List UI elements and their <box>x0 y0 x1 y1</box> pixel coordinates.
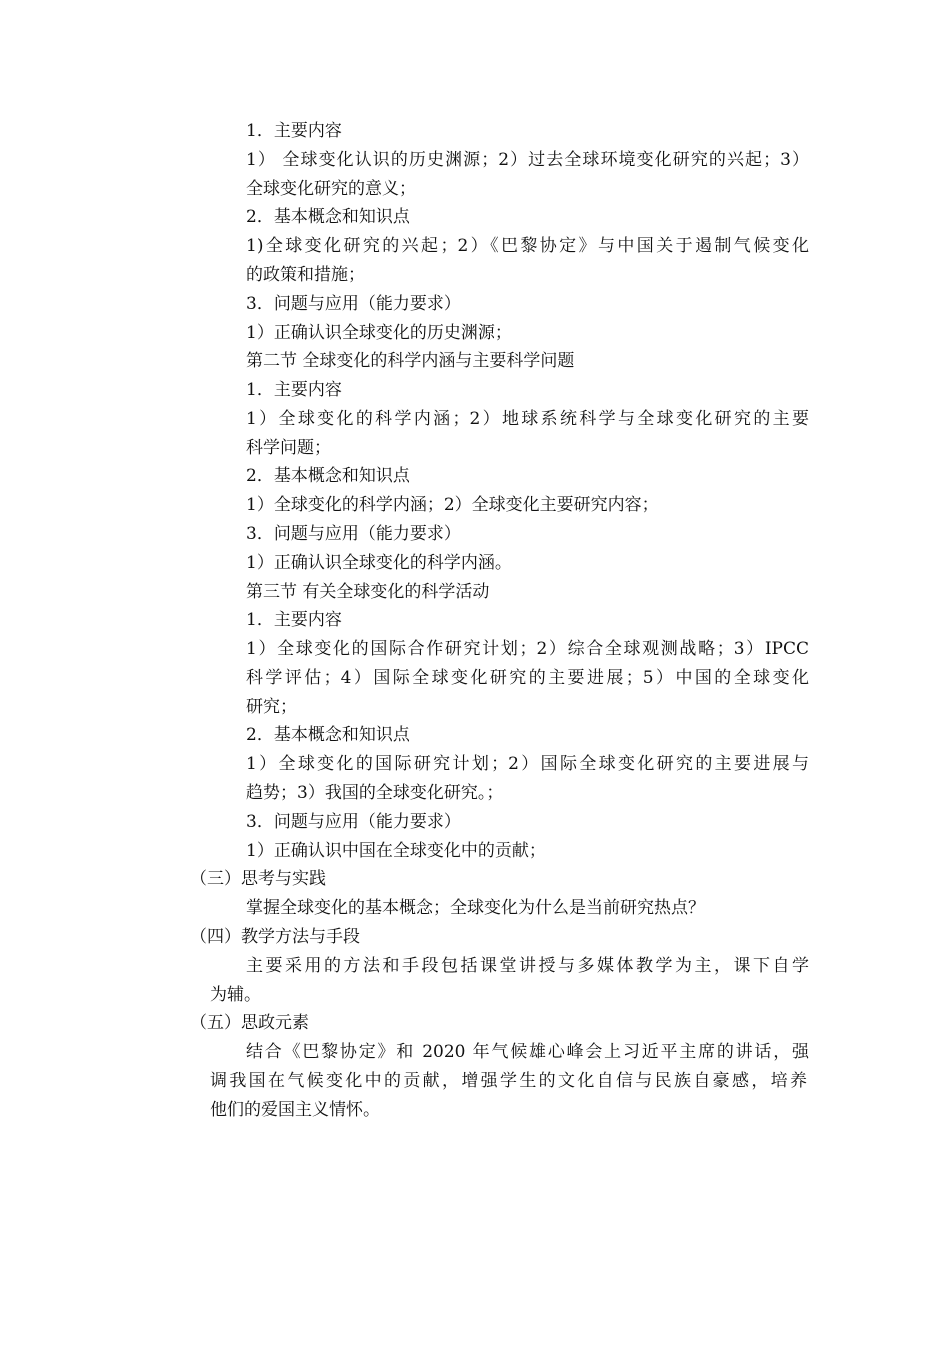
text-line: 1）全球变化的国际研究计划；2）国际全球变化研究的主要进展与 <box>246 754 809 774</box>
text-line: 3．问题与应用（能力要求） <box>246 294 461 314</box>
text-line: 趋势；3）我国的全球变化研究。； <box>246 783 504 803</box>
text-line: 1）正确认识全球变化的科学内涵。 <box>246 553 512 573</box>
text-line: 他们的爱国主义情怀。 <box>210 1100 380 1120</box>
text-line: 主要采用的方法和手段包括课堂讲授与多媒体教学为主，课下自学 <box>246 956 809 976</box>
text-line: 3．问题与应用（能力要求） <box>246 524 461 544</box>
text-line: 1)全球变化研究的兴起；2）《巴黎协定》与中国关于遏制气候变化 <box>246 236 809 256</box>
section-heading: （五）思政元素 <box>190 1013 309 1033</box>
section-heading: 第二节 全球变化的科学内涵与主要科学问题 <box>246 351 575 371</box>
text-line: 科学评估；4）国际全球变化研究的主要进展；5）中国的全球变化 <box>246 668 809 688</box>
text-line: 全球变化研究的意义； <box>246 179 416 199</box>
section-heading: （三）思考与实践 <box>190 869 326 889</box>
text-line: 1）正确认识全球变化的历史渊源； <box>246 323 512 343</box>
text-line: 研究； <box>246 697 297 717</box>
section-heading: 第三节 有关全球变化的科学活动 <box>246 582 490 602</box>
text-line: 科学问题； <box>246 438 331 458</box>
text-line: 结合《巴黎协定》和 2020 年气候雄心峰会上习近平主席的讲话，强 <box>246 1042 809 1062</box>
text-line: 掌握全球变化的基本概念；全球变化为什么是当前研究热点？ <box>246 898 705 918</box>
section-heading: （四）教学方法与手段 <box>190 927 360 947</box>
text-line: 调我国在气候变化中的贡献，增强学生的文化自信与民族自豪感，培养 <box>210 1071 807 1091</box>
text-line: 1．主要内容 <box>246 380 342 400</box>
text-line: 1）全球变化的科学内涵；2）全球变化主要研究内容； <box>246 495 659 515</box>
text-line: 2．基本概念和知识点 <box>246 725 410 745</box>
text-line: 1） 全球变化认识的历史渊源；2）过去全球环境变化研究的兴起；3） <box>246 150 809 170</box>
text-line: 1）全球变化的科学内涵；2）地球系统科学与全球变化研究的主要 <box>246 409 809 429</box>
text-line: 的政策和措施； <box>246 265 365 285</box>
text-line: 1．主要内容 <box>246 121 342 141</box>
text-line: 3．问题与应用（能力要求） <box>246 812 461 832</box>
text-line: 1）正确认识中国在全球变化中的贡献； <box>246 841 546 861</box>
text-line: 为辅。 <box>210 985 261 1005</box>
text-line: 2．基本概念和知识点 <box>246 466 410 486</box>
text-line: 2．基本概念和知识点 <box>246 207 410 227</box>
text-line: 1．主要内容 <box>246 610 342 630</box>
text-line: 1）全球变化的国际合作研究计划；2）综合全球观测战略；3）IPCC <box>246 639 809 659</box>
